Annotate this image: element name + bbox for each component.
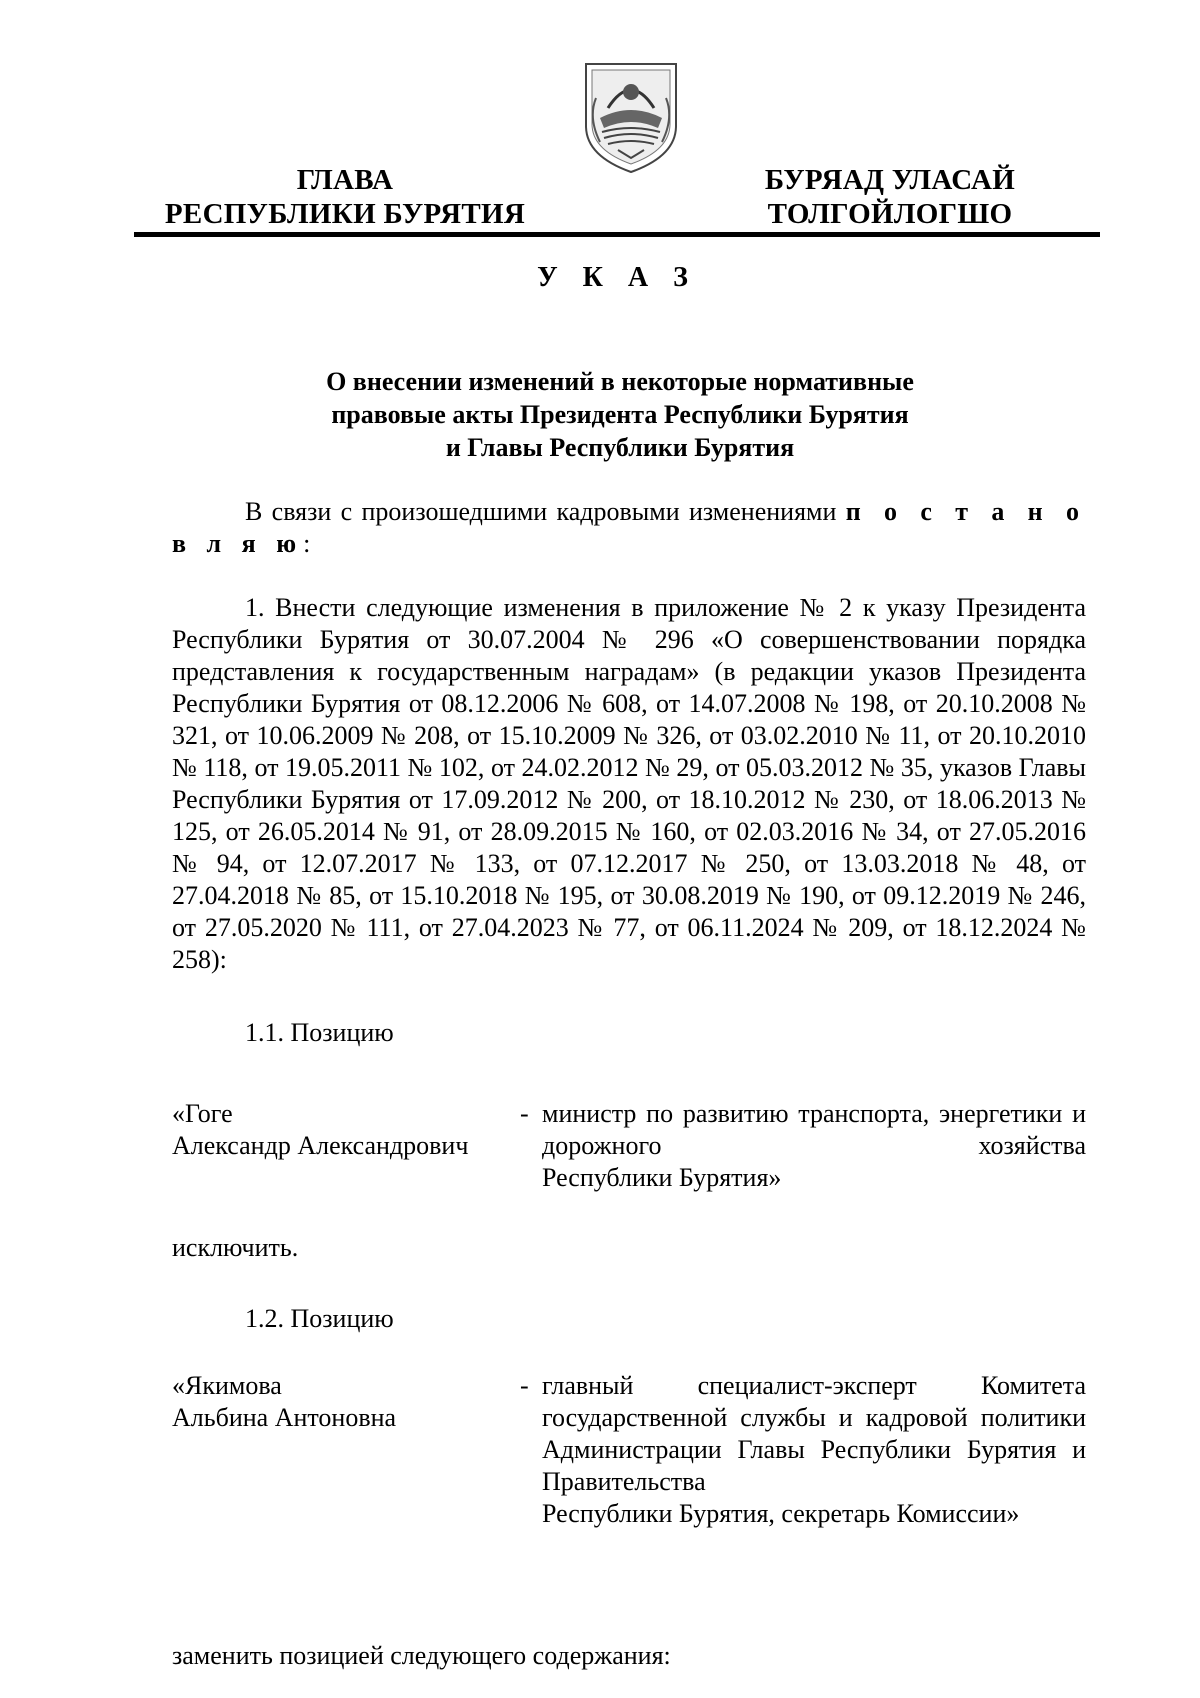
item-1-paragraph: 1. Внести следующие изменения в приложение № 2 к указу Президента Республики Бурятия от 30.07.2004 № 296 «О совершенствовании порядка представления к государственным наградам» (в редакции указов Президента Республики Бурятия от 08.12.2006 № 608, от 14.07.2008 № 198, от 20.10.2008 № 321, от 10.06.2009 № 208, от 15.10.2009 № 326, от 03.02.2010 № 11, от 20.10.2010 № 118, от 19.05.2011 № 102, от 24.02.2012 № 29, от 05.03.2012 № 35, указов Главы Республики Бурятия от 17.09.2012 № 200, от 18.10.2012 № 230, от 18.06.2013 № 125, от 26.05.2014 № 91, от 28.09.2015 № 160, от 02.03.2016 № 34, от 27.05.2016 № 94, от 12.07.2017 № 133, от 07.12.2017 № 250, от 13.03.2018 № 48, от 27.04.2018 № 85, от 15.10.2018 № 195, от 30.08.2019 № 190, от 09.12.2019 № 246, от 27.05.2020 № 111, от 27.04.2023 № 77, от 06.11.2024 № 209, от 18.12.2024 № 258):: [172, 593, 1086, 974]
position-1-desc-last: Республики Бурятия»: [542, 1163, 782, 1192]
issuer-buryat-line-2: ТОЛГОЙЛОГШО: [767, 198, 1013, 230]
position-entry-1: [172, 1098, 1086, 1198]
position-1-description: [542, 1098, 1086, 1194]
position-2-surname: «Якимова: [172, 1371, 282, 1400]
position-2-given-names: Альбина Антоновна: [172, 1403, 397, 1432]
intro-colon: :: [303, 529, 311, 558]
title-line-2: правовые акты Президента Республики Бурятия: [331, 400, 909, 429]
coat-of-arms-icon: [578, 58, 684, 176]
replace-text: заменить позицией следующего содержания:: [172, 1641, 671, 1670]
position-2-desc-last: Республики Бурятия, секретарь Комиссии»: [542, 1499, 1020, 1528]
item-1-1-label: 1.1. Позицию: [245, 1018, 394, 1047]
issuer-buryat-line-1: БУРЯАД УЛАСАЙ: [764, 164, 1016, 196]
position-entry-2: [172, 1370, 1086, 1540]
title-line-1: О внесении изменений в некоторые нормативные: [326, 367, 914, 396]
issuer-title-russian: [160, 163, 530, 231]
position-2-name: [172, 1370, 512, 1434]
intro-decree-word: п о с т а н о в л я ю: [172, 497, 1086, 558]
issuer-title-buryat: [730, 163, 1050, 231]
title-line-3: и Главы Республики Бурятия: [445, 433, 795, 462]
position-1-dash: -: [520, 1099, 529, 1128]
item-1-2-label: 1.2. Позицию: [245, 1304, 394, 1333]
issuer-line-2: РЕСПУБЛИКИ БУРЯТИЯ: [164, 198, 526, 230]
position-1-desc-main: министр по развитию транспорта, энергетики и дорожного хозяйства: [542, 1099, 1086, 1160]
position-1-name: [172, 1098, 512, 1162]
intro-text: В связи с произошедшими кадровыми изменениями: [245, 497, 846, 526]
position-2-desc-main: главный специалист-эксперт Комитета государственной службы и кадровой политики Администрации Главы Республики Бурятия и Правительства: [542, 1371, 1086, 1496]
position-2-description: [542, 1370, 1086, 1530]
document-title: [240, 365, 1000, 464]
position-2-dash: -: [520, 1371, 529, 1400]
exclude-text: исключить.: [172, 1233, 299, 1262]
document-type: У К А З: [537, 262, 697, 293]
header-divider: [134, 232, 1100, 237]
intro-paragraph: [172, 496, 1086, 560]
position-1-surname: «Гоге: [172, 1099, 233, 1128]
position-1-given-names: Александр Александрович: [172, 1131, 469, 1160]
issuer-line-1: ГЛАВА: [296, 164, 394, 196]
